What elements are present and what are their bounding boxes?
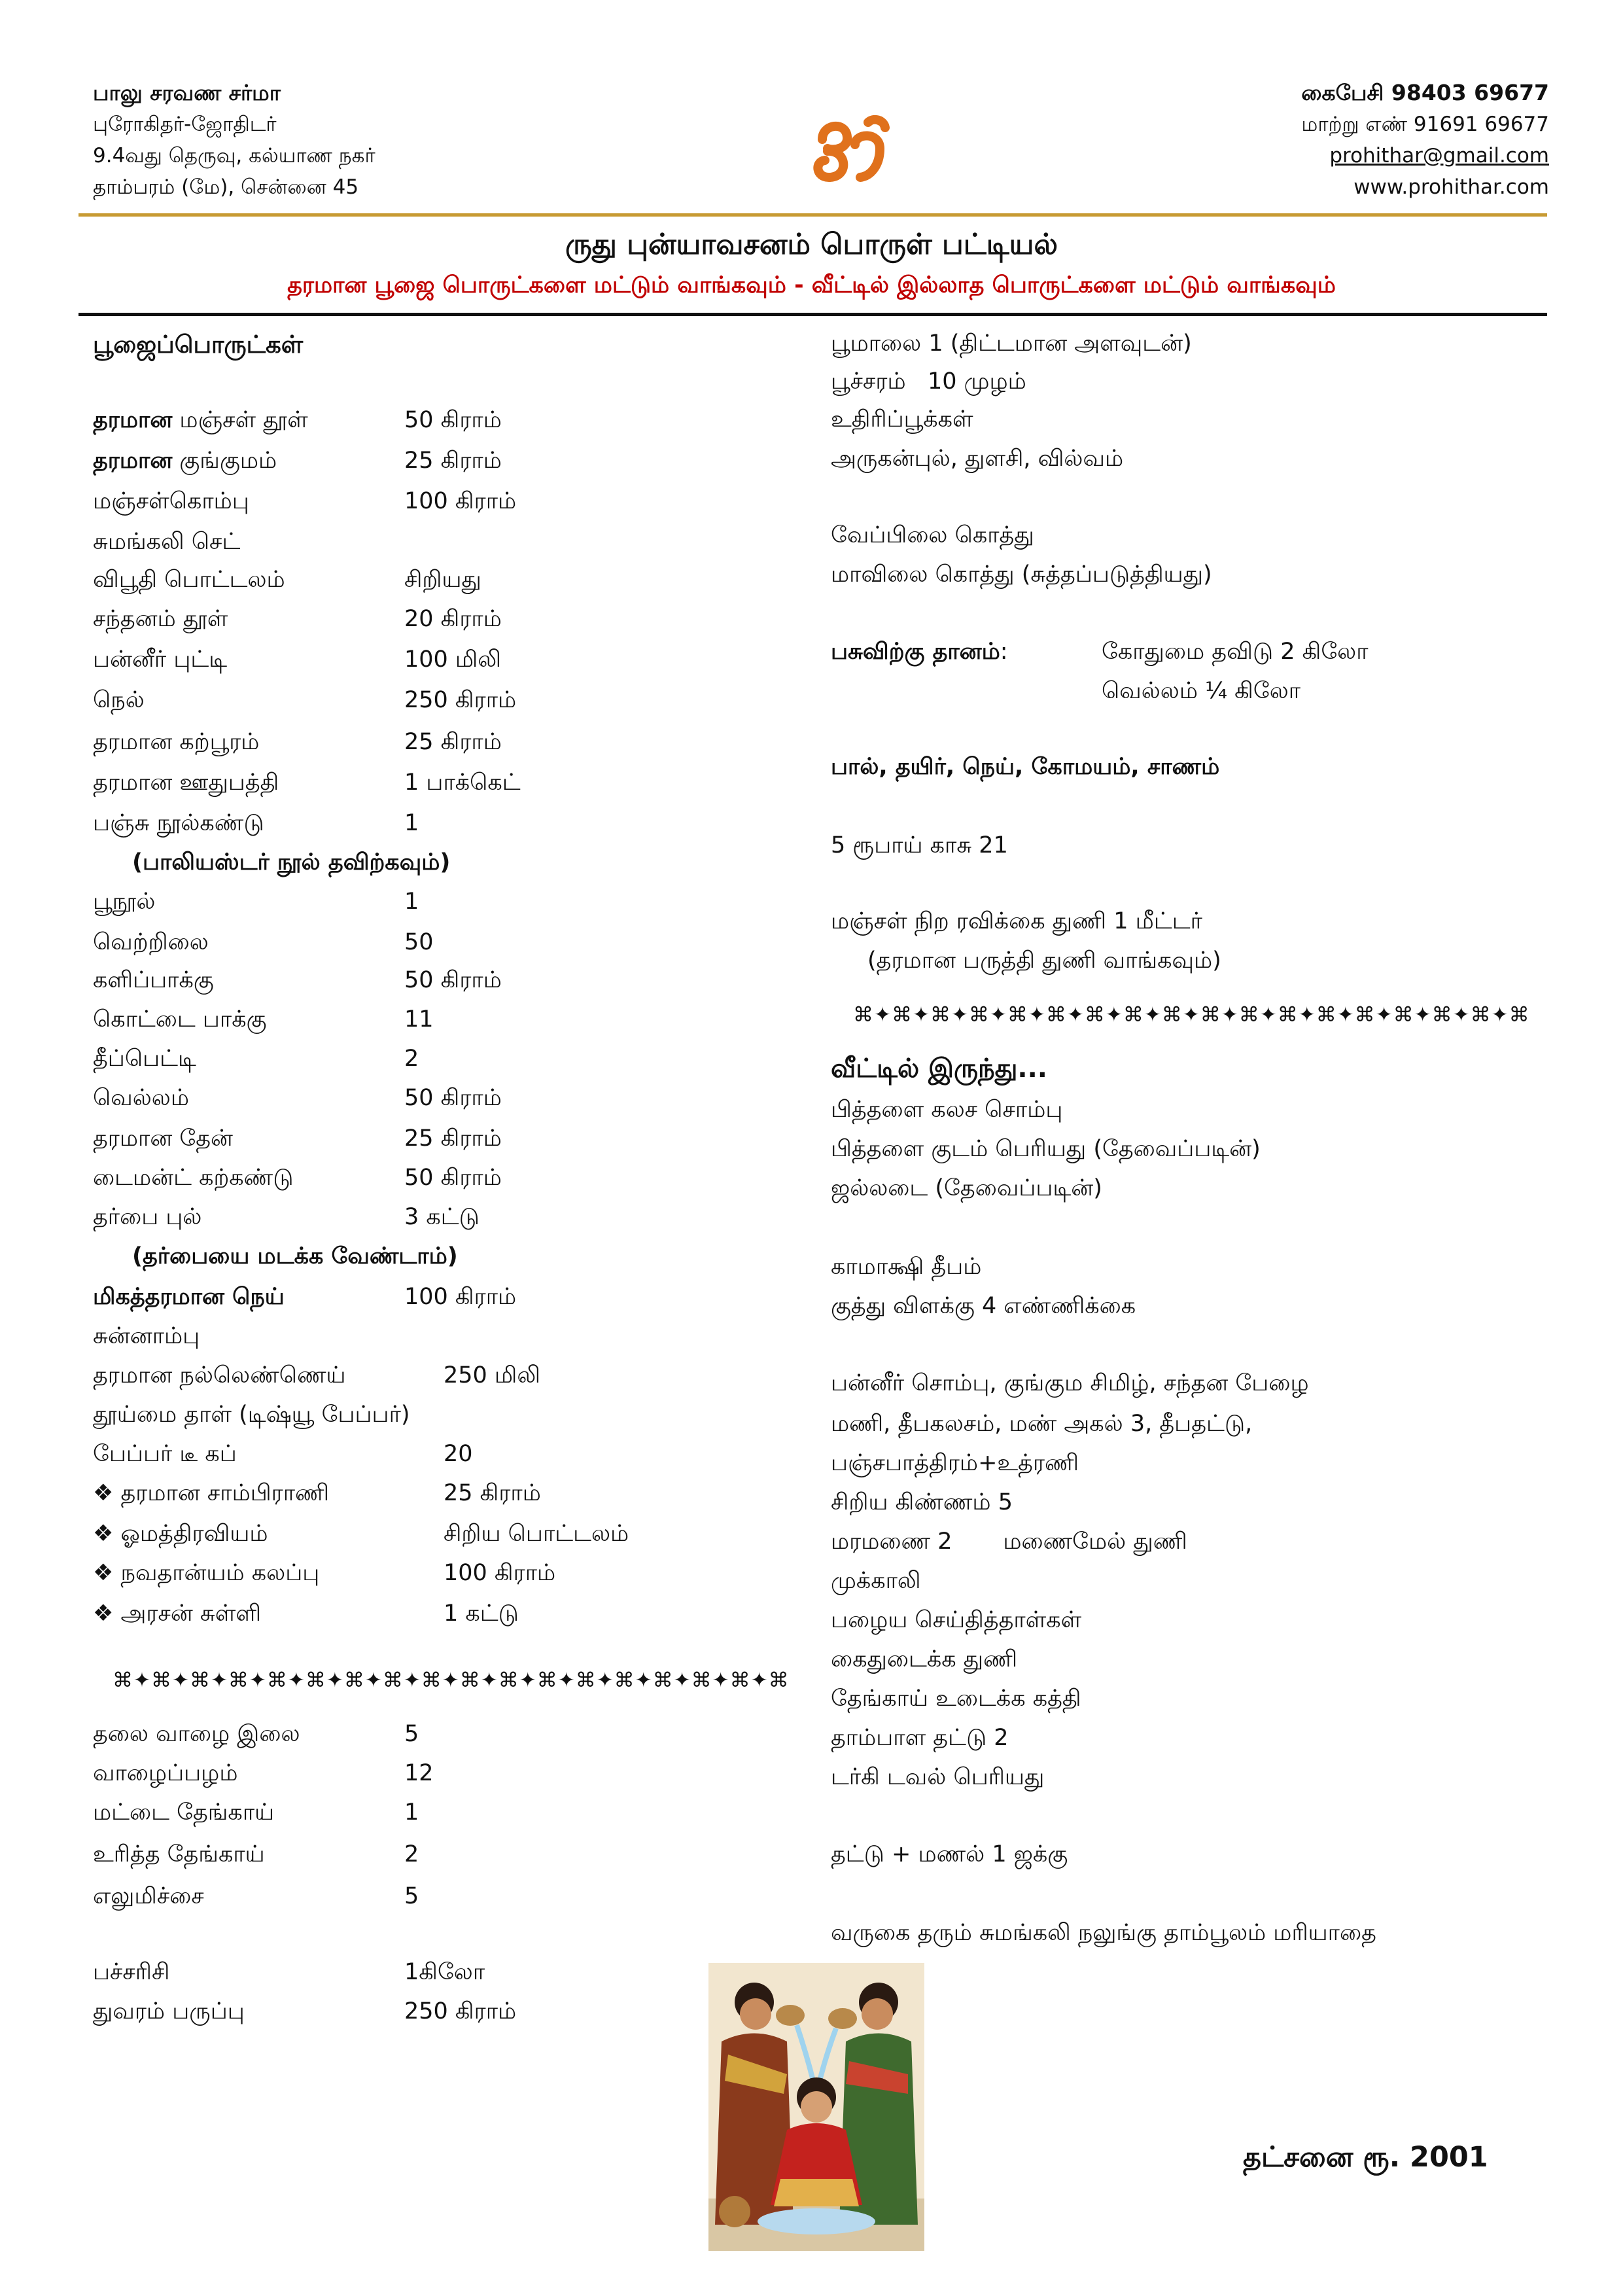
list-item: பச்சரிசி 1கிலோ: [93, 1959, 485, 1985]
list-item: சுன்னாம்பு: [93, 1323, 200, 1349]
list-item: மணி, தீபகலசம், மண் அகல் 3, தீபதட்டு,: [831, 1411, 1253, 1437]
list-item: பித்தளை குடம் பெரியது (தேவைப்படின்): [831, 1136, 1261, 1162]
list-item: பூமாலை 1 (திட்டமான அளவுடன்): [831, 330, 1192, 357]
list-item: மட்டை தேங்காய் 1: [93, 1799, 419, 1826]
priest-name: பாலு சரவண சர்மா: [93, 80, 281, 105]
list-item: ஜல்லடை (தேவைப்படின்): [831, 1175, 1102, 1201]
cow-donation-label: பசுவிற்கு தானம்: [831, 639, 1000, 665]
list-item: கொட்டை பாக்கு 11: [93, 1006, 434, 1033]
list-item: காமாக்ஷி தீபம்: [831, 1254, 982, 1280]
list-item: டைமன்ட் கற்கண்டு 50 கிராம்: [93, 1165, 502, 1191]
list-item: எலுமிச்சை 5: [93, 1883, 419, 1909]
priest-role: புரோகிதர்-ஜோதிடர்: [93, 113, 277, 136]
dakshina-fee: தட்சனை ரூ. 2001: [1243, 2141, 1488, 2174]
right-column: [831, 0, 1550, 2296]
alternate-number: மாற்று எண் 91691 69677: [1301, 113, 1549, 136]
list-item: தரமான ஊதுபத்தி 1 பாக்கெட்: [93, 769, 521, 796]
list-item: சிறிய கிண்ணம் 5: [831, 1489, 1013, 1515]
dairy-items: பால், தயிர், நெய், கோமயம், சாணம்: [831, 754, 1220, 780]
list-item: முக்காலி: [831, 1568, 921, 1594]
list-item: தரமான கற்பூரம் 25 கிராம்: [93, 729, 502, 755]
address-line-1: 9.4வது தெருவு, கல்யாண நகர்: [93, 144, 375, 168]
list-item: தேங்காய் உடைக்க கத்தி: [831, 1686, 1081, 1712]
address-line-2: தாம்பரம் (மே), சென்னை 45: [93, 175, 359, 199]
cow-donation-item: வெல்லம் ¼ கிலோ: [1102, 678, 1301, 704]
cloth-item: மஞ்சள் நிற ரவிக்கை துணி 1 மீட்டர்: [831, 908, 1202, 934]
cow-donation-row: [831, 639, 1369, 667]
section-heading-pooja-items: பூஜைப்பொருட்கள்: [93, 330, 304, 359]
list-item: அருகன்புல், துளசி, வில்வம்: [831, 446, 1124, 472]
list-item: மஞ்சள்கொம்பு 100 கிராம்: [93, 488, 517, 514]
list-item: ❖ நவதான்யம் கலப்பு 100 கிராம்: [93, 1560, 556, 1586]
list-item: பன்னீர் புட்டி 100 மிலி: [93, 646, 502, 673]
cloth-note: (தரமான பருத்தி துணி வாங்கவும்): [867, 947, 1221, 974]
list-item: பேப்பர் டீ கப் 20: [93, 1441, 473, 1467]
cow-donation-colon: :: [1000, 639, 1008, 665]
list-item: தலை வாழை இலை 5: [93, 1721, 419, 1747]
ritu-ceremony-illustration: [708, 1963, 924, 2251]
list-item: தர்பை புல் 3 கட்டு: [93, 1204, 480, 1230]
coins-item: 5 ரூபாய் காசு 21: [831, 832, 1008, 858]
list-item: சுமங்கலி செட்: [93, 529, 241, 555]
list-item: வேப்பிலை கொத்து: [831, 522, 1034, 548]
list-item: பூச்சரம் 10 முழம்: [831, 368, 1026, 395]
list-item: கைதுடைக்க துணி: [831, 1646, 1018, 1672]
ornament-divider-left: ⌘✦⌘✦⌘✦⌘✦⌘✦⌘✦⌘✦⌘✦⌘✦⌘✦⌘✦⌘✦⌘✦⌘✦⌘✦⌘✦⌘✦⌘: [113, 1669, 790, 1692]
list-item: ❖ தரமான சாம்பிராணி 25 கிராம்: [93, 1480, 541, 1506]
list-item: சந்தனம் தூள் 20 கிராம்: [93, 606, 502, 632]
list-item: உதிரிப்பூக்கள்: [831, 406, 973, 433]
list-item: நெல் 250 கிராம்: [93, 687, 517, 713]
list-item: வாழைப்பழம் 12: [93, 1760, 434, 1786]
tray-item: தட்டு + மணல் 1 ஜக்கு: [831, 1841, 1068, 1867]
left-column: [93, 0, 812, 2296]
list-item: தாம்பாள தட்டு 2: [831, 1725, 1009, 1751]
list-item: டர்கி டவல் பெரியது: [831, 1764, 1045, 1790]
list-item: களிப்பாக்கு 50 கிராம்: [93, 967, 502, 993]
ornament-divider-right: ⌘✦⌘✦⌘✦⌘✦⌘✦⌘✦⌘✦⌘✦⌘✦⌘✦⌘✦⌘✦⌘✦⌘✦⌘✦⌘✦⌘✦⌘: [853, 1003, 1530, 1027]
list-item: தரமான மஞ்சள் தூள் 50 கிராம்: [93, 407, 502, 433]
note-darbha-grass: (தர்பையை மடக்க வேண்டாம்): [132, 1243, 458, 1269]
list-item: தரமான குங்குமம் 25 கிராம்: [93, 448, 502, 474]
list-item: உரித்த தேங்காய் 2: [93, 1841, 419, 1867]
list-item: வெல்லம் 50 கிராம்: [93, 1085, 502, 1111]
list-item: ❖ அரசன் சுள்ளி 1 கட்டு: [93, 1600, 519, 1627]
list-item: பூநூல் 1: [93, 889, 419, 915]
list-item: தரமான தேன் 25 கிராம்: [93, 1125, 502, 1152]
list-item: விபூதி பொட்டலம் சிறியது: [93, 567, 481, 593]
list-item: பஞ்சபாத்திரம்+உத்ரணி: [831, 1450, 1079, 1476]
list-item: குத்து விளக்கு 4 எண்ணிக்கை: [831, 1293, 1136, 1319]
list-item: ❖ ஓமத்திரவியம் சிறிய பொட்டலம்: [93, 1521, 629, 1547]
list-item-ghee: மிகத்தரமான நெய் 100 கிராம்: [93, 1284, 517, 1310]
list-item: பன்னீர் சொம்பு, குங்கும சிமிழ், சந்தன பேழை: [831, 1370, 1309, 1396]
page-title: ருது புன்யாவசனம் பொருள் பட்டியல்: [565, 228, 1058, 261]
list-item: தரமான நல்லெண்ணெய் 250 மிலி: [93, 1362, 541, 1388]
page-subtitle: தரமான பூஜை பொருட்களை மட்டும் வாங்கவும் - வீட்டில் இல்லாத பொருட்களை மட்டும் வாங்கவும்: [287, 272, 1336, 298]
list-item: பஞ்சு நூல்கண்டு 1: [93, 810, 419, 836]
mobile-number: கைபேசி 98403 69677: [1301, 80, 1549, 105]
list-item: பழைய செய்தித்தாள்கள்: [831, 1607, 1082, 1633]
list-item: துவரம் பருப்பு 250 கிராம்: [93, 1998, 517, 2024]
section-heading-from-home: வீட்டில் இருந்து...: [831, 1053, 1047, 1084]
website-link[interactable]: www.prohithar.com: [1353, 175, 1549, 199]
list-item: மாவிலை கொத்து (சுத்தப்படுத்தியது): [831, 561, 1212, 588]
list-item: வெற்றிலை 50: [93, 929, 434, 955]
honor-item: வருகை தரும் சுமங்கலி நலுங்கு தாம்பூலம் மரியாதை: [831, 1920, 1376, 1946]
list-item: தூய்மை தாள் (டிஷ்யூ பேப்பர்): [93, 1402, 410, 1428]
cow-donation-item: கோதுமை தவிடு 2 கிலோ: [1102, 639, 1369, 665]
list-item: பித்தளை கலச சொம்பு: [831, 1097, 1063, 1123]
list-item: தீப்பெட்டி 2: [93, 1046, 419, 1072]
email-link[interactable]: prohithar@gmail.com: [1329, 144, 1549, 168]
note-polyester-thread: (பாலியஸ்டர் நூல் தவிற்கவும்): [132, 849, 451, 875]
list-item: மரமணை 2 மணைமேல் துணி: [831, 1528, 1187, 1555]
